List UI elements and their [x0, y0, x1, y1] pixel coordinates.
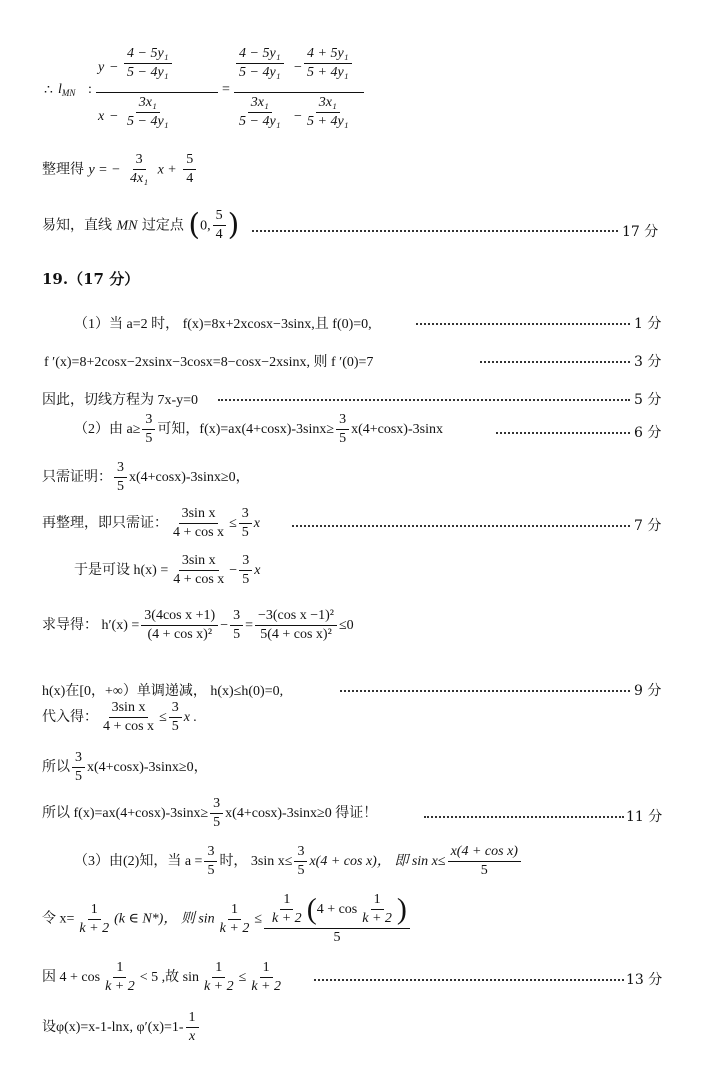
part2-line9: h(x)在[0，+∞）单调递减， h(x)≤h(0)=0,: [42, 684, 284, 699]
score-leader: [340, 690, 630, 692]
part2-line12: 所以 f(x)=ax(4+cosx)-3sinx≥ $\frac{3}{5}$ x(4+cosx)-3sinx≥0 得证！: [42, 796, 378, 831]
score-leader: [424, 816, 624, 818]
lmn-formula: [44, 42, 349, 142]
part2-line11: 所以 $\frac{3}{5}$ x(4+cosx)-3sinx≥0，: [42, 750, 208, 785]
part2-line5: 只需证明： $\frac{3}{5}$ x(4+cosx)-3sinx≥0，: [42, 460, 250, 495]
score-1: 1 分: [634, 316, 662, 332]
part3-line16: 设φ(x)=x-1-lnx, φ′(x)=1- $\frac{1}{x}$: [42, 1010, 201, 1045]
score-leader: [416, 323, 630, 325]
part3-line13: （3）由(2)知，当 a = $\frac{3}{5}$ 时， 3sin x≤ $\frac{3}{5}$ x(4 + cos x)， 即 sin x≤ $\frac{\text{x(4 + cos x)}}{5}$: [74, 844, 523, 879]
equals-sign: =: [222, 82, 230, 97]
score-leader: [218, 399, 630, 401]
score-leader: [252, 230, 618, 232]
part3-line14: 令 x= $\frac{1}{k + 2}$ (k ∈ N*)， 则 sin $\frac{1}{k + 2}$ ≤ $\frac{1}{k + 2}$ (4 + cos $\frac{1}{k + 2}$ ) 5: [42, 892, 412, 946]
colon: :: [88, 82, 92, 97]
part3-line15: 因 4 + cos $\frac{1}{k + 2}$ < 5 ,故 sin $\frac{1}{k + 2}$ ≤ $\frac{1}{k + 2}$: [42, 960, 281, 995]
part2-line4: （2）由 a≥ $\frac{3}{5}$ 可知，f(x)=ax(4+cosx)-3sinx≥ $\frac{3}{5}$ x(4+cosx)-3sinx: [74, 412, 443, 447]
score-leader: [496, 432, 630, 434]
part1-line1: （1）当 a=2 时， f(x)=8x+2xcosx−3sinx,且 f(0)=0,: [74, 317, 372, 332]
part2-line7: 于是可设 h(x) = $\frac{\text{3sin x}}{\text{4 + cos x}}$ − $\frac{3}{5}$ x: [74, 553, 261, 588]
score-6: 6 分: [634, 425, 662, 441]
score-leader: [480, 361, 630, 363]
score-leader: [314, 979, 624, 981]
line-simplify: 整理得 y = − $\frac{3}{\text{4x₁}}$ x + $\frac{5}{4}$: [42, 152, 198, 187]
part1-line2: f ′(x)=8+2cosx−2xsinx−3cosx=8−cosx−2xsinx, 则 f ′(0)=7: [44, 355, 374, 370]
score-7: 7 分: [634, 518, 662, 534]
lmn-left-fraction: y − $\frac{\text{4 − 5y₁}}{\text{5 − 4y₁}}$ x − $\frac{\text{3x₁}}{\text{5 − 4y₁}}$: [96, 46, 218, 139]
score-13: 13 分: [626, 972, 663, 988]
score-5: 5 分: [634, 392, 662, 408]
score-11: 11 分: [626, 809, 663, 825]
score-17: 17 分: [622, 224, 659, 240]
line-fixed-point: 易知，直线 MN 过定点 (0, $\frac{5}{4}$ ): [42, 207, 240, 243]
score-leader: [292, 525, 630, 527]
lmn-label: $l_{MN}$: [58, 82, 76, 98]
therefore-symbol: ∴: [44, 83, 53, 98]
lmn-right-fraction: $\frac{\text{4 − 5y₁}}{\text{5 − 4y₁}}$ − $\frac{\text{4 + 5y₁}}{\text{5 + 4y₁}}$ $\frac{\text{3x₁}}{\text{5 − 4y₁}}$ − $\frac{\text{3x₁}}{\text{5 + 4y₁}}$: [234, 46, 364, 139]
part1-line3: 因此，切线方程为 7x-y=0: [42, 393, 199, 408]
part2-line8: 求导得： h′(x) = $\frac{\text{3(4cos x +1)}}{\text{(4 + cos x)²}}$ − $\frac{3}{5}$ = $\frac{\text{−3(cos x −1)²}}{\text{5(4 + cos x)²}}$ ≤0: [42, 608, 354, 643]
score-9: 9 分: [634, 683, 662, 699]
question-19-heading: 19.（17 分）: [42, 270, 140, 288]
score-3: 3 分: [634, 354, 662, 370]
part2-line10: 代入得： $\frac{\text{3sin x}}{\text{4 + cos x}}$ ≤ $\frac{3}{5}$ x .: [42, 700, 197, 735]
part2-line6: 再整理，即只需证： $\frac{\text{3sin x}}{\text{4 + cos x}}$ ≤ $\frac{3}{5}$ x: [42, 506, 260, 541]
